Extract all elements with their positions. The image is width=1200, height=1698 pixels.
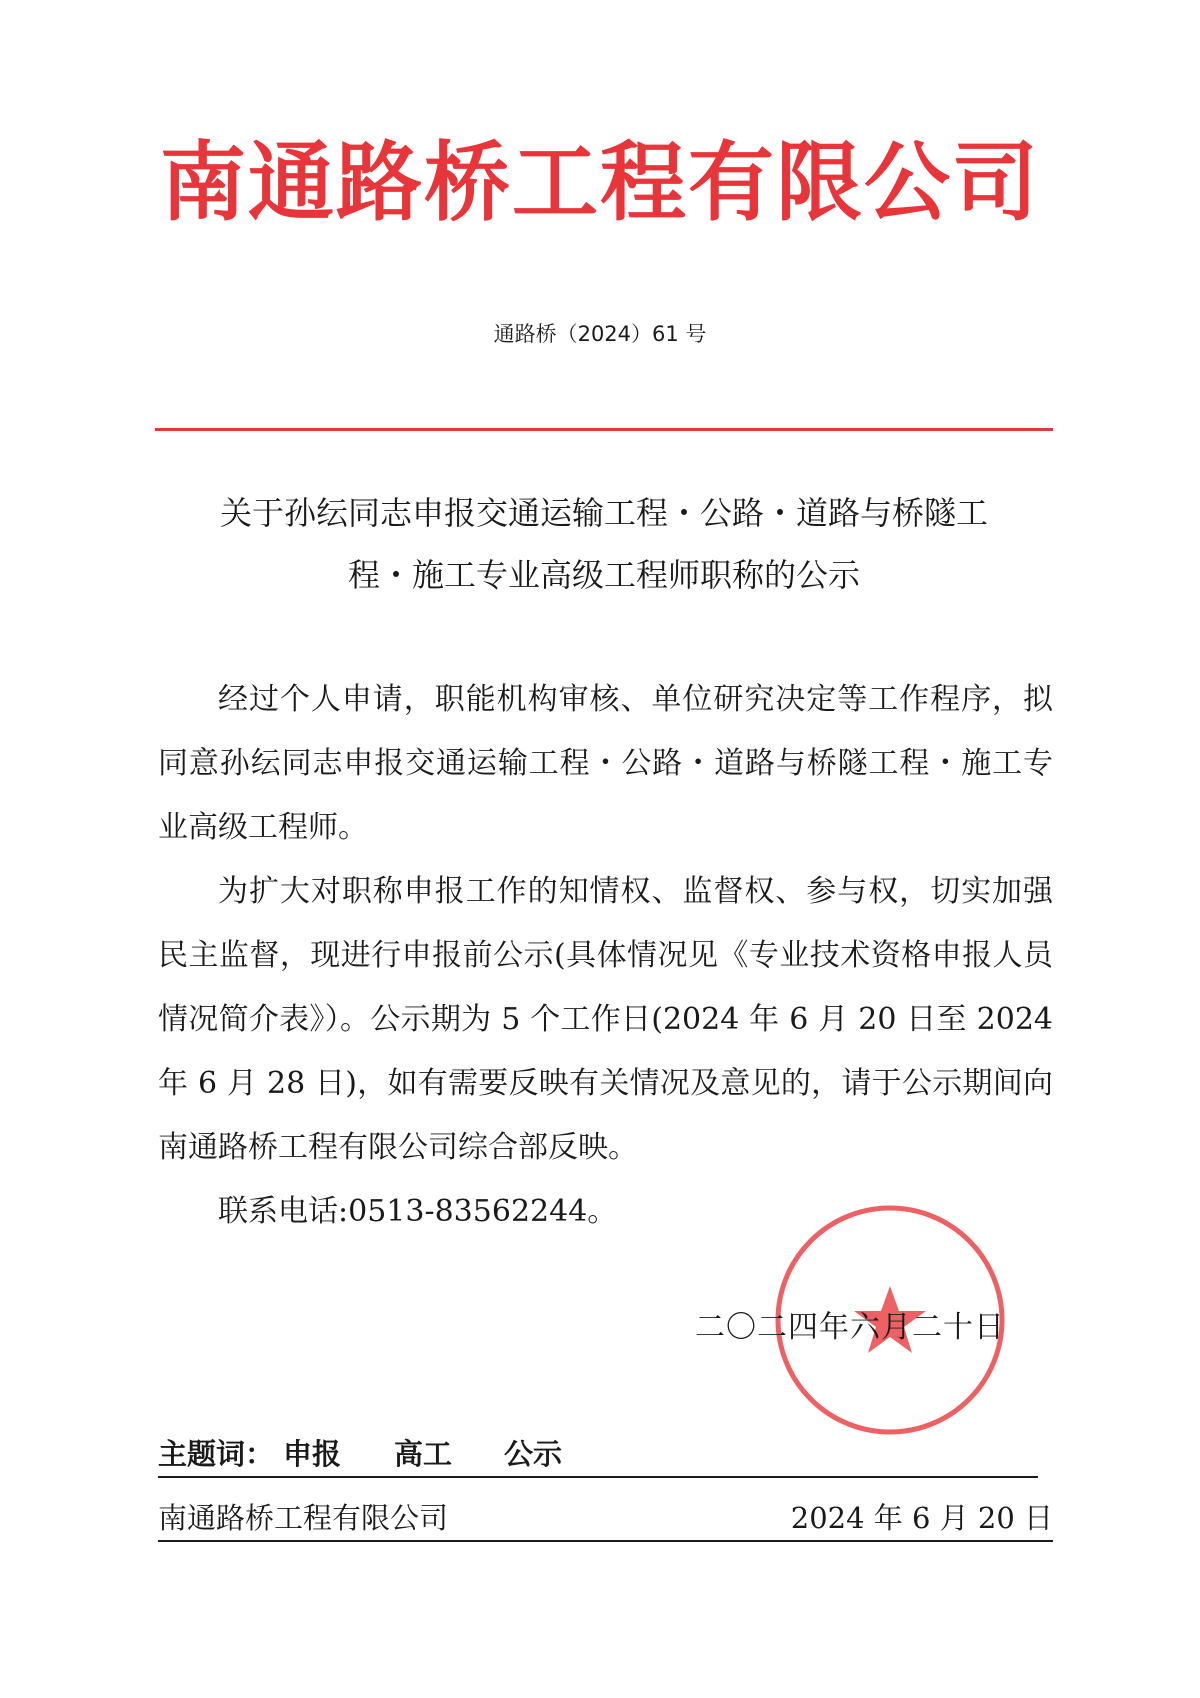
- keyword-item: 高工: [394, 1437, 453, 1471]
- signature-date: 二〇二四年六月二十日: [695, 1310, 1005, 1345]
- footer-date: 2024 年 6 月 20 日: [790, 1501, 1053, 1535]
- document-body: [158, 668, 1053, 1244]
- document-title-line-1: 关于孙纭同志申报交通运输工程・公路・道路与桥隧工: [219, 494, 988, 532]
- company-letterhead-title: 南通路桥工程有限公司: [160, 133, 1040, 233]
- footer-row: [158, 1496, 1053, 1542]
- body-paragraph-1: 经过个人申请，职能机构审核、单位研究决定等工作程序，拟同意孙纭同志申报交通运输工程・公路・道路与桥隧工程・施工专业高级工程师。: [158, 682, 1053, 845]
- keyword-item: 公示: [504, 1437, 563, 1471]
- keywords-label: 主题词：: [158, 1437, 275, 1471]
- footer-issuer: 南通路桥工程有限公司: [158, 1501, 449, 1535]
- body-paragraph-2: 为扩大对职称申报工作的知情权、监督权、参与权，切实加强民主监督，现进行申报前公示(具体情况见《专业技术资格申报人员情况简介表》）。公示期为 5 个工作日(2024 年 6 月 20 日至 2024 年 6 月 28 日)，如有需要反映有关情况及意见的，请于公示期间向南通路桥工程有限公司综合部反映。: [158, 874, 1053, 1165]
- keyword-item: 申报: [283, 1437, 342, 1471]
- body-paragraph-3: 联系电话:0513-83562244。: [218, 1194, 618, 1229]
- document-title-line-2: 程・施工专业高级工程师职称的公示: [347, 556, 860, 594]
- document-number: 通路桥（2024）61 号: [493, 322, 707, 346]
- document-title: [155, 482, 1053, 606]
- letterhead-divider: [155, 428, 1053, 431]
